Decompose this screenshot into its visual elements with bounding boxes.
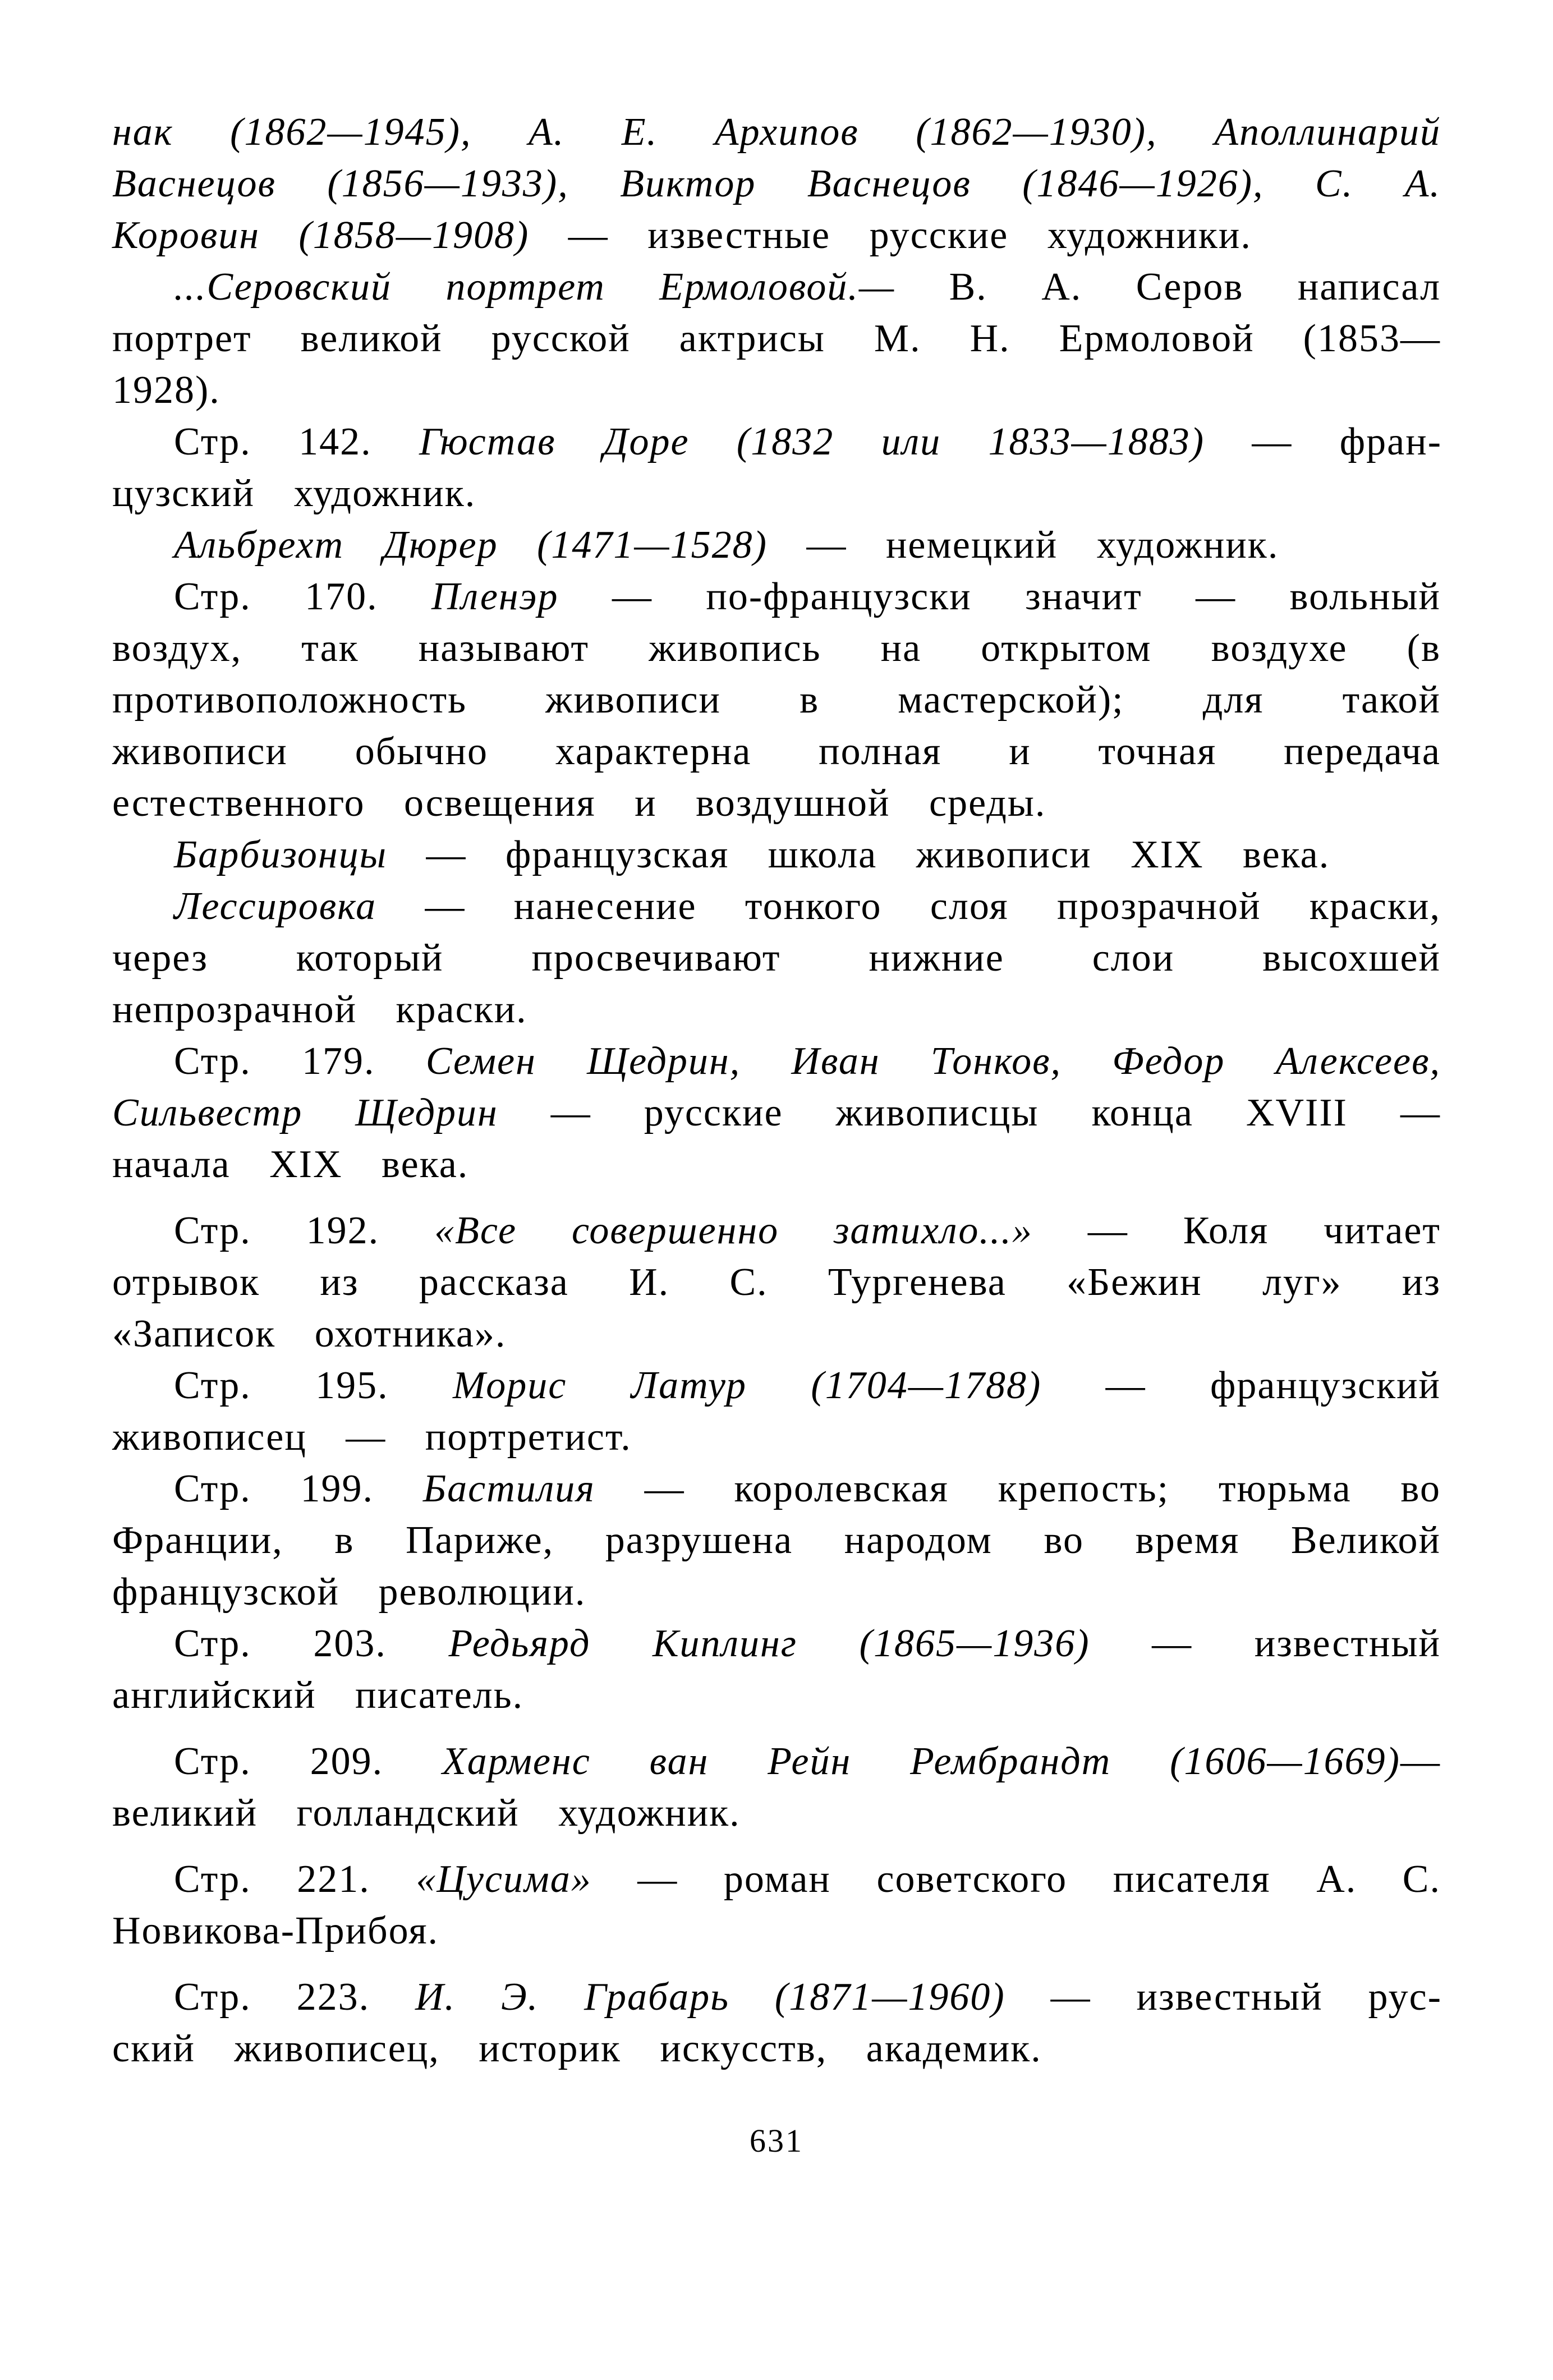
text-segment: — нанесение тонкого слоя прозрачной краски, через который просвечивают нижние слои высохшей непрозрачной краски.	[112, 885, 1441, 1031]
note-p199-bastille	[112, 1463, 1441, 1618]
text-segment: — немецкий художник.	[767, 523, 1279, 567]
note-serov-portrait	[112, 261, 1441, 416]
text-segment: — по-французски значит — вольный воздух, так называют живопись на открытом воздухе (в противоположность живописи в мастерской); для такой живописи обычно характерна полная и точная передача естественного освещения и воздушной среды.	[112, 575, 1441, 825]
text-segment: Стр. 192.	[174, 1209, 435, 1252]
text-segment: — русские живописцы конца XVIII — начала XIX века.	[112, 1091, 1441, 1186]
text-segment: Стр. 199.	[174, 1467, 423, 1510]
text-segment: — французская школа живописи XIX века.	[387, 833, 1330, 876]
text-segment: Стр. 195.	[174, 1364, 453, 1407]
text-segment: — известные русские художники.	[529, 214, 1252, 257]
text-segment-italic: Редьярд Киплинг (1865—1936)	[448, 1622, 1090, 1665]
text-segment: — известный русский живописец, историк искусств, академик.	[112, 1975, 1441, 2070]
note-barbizon	[112, 829, 1441, 881]
text-segment: Стр. 223.	[174, 1975, 415, 2019]
text-segment-italic: Морис Латур (1704—1788)	[452, 1364, 1042, 1407]
text-segment-italic: Лессировка	[174, 885, 377, 928]
note-p192-turgenev	[112, 1205, 1441, 1360]
text-segment-italic: нак (1862—1945), А. Е. Архипов (1862—1930), Аполлинарий Васнецов (1856—1933), Виктор Васнецов (1846—1926), С. А. Коровин (1858—1908)	[112, 111, 1441, 257]
text-segment: Стр. 203.	[174, 1622, 449, 1665]
note-p179-shchedrin	[112, 1036, 1441, 1191]
text-segment: В. А. Серов написал портрет великой русской актрисы М. Н. Ермоловой (1853—1928).	[112, 265, 1441, 412]
note-p209-rembrandt	[112, 1736, 1441, 1839]
text-segment: — Коля читает отрывок из рассказа И. С. Тургенева «Бежин луг» из «Записок охотника».	[112, 1209, 1441, 1356]
text-segment: — королевская крепость; тюрьма во Франции, в Париже, разрушена народом во время Великой французской революции.	[112, 1467, 1441, 1614]
text-segment-italic: Пленэр	[431, 575, 559, 618]
text-segment-italic: ...Серовский портрет Ермоловой.—	[174, 265, 895, 309]
text-segment-italic: «Цусима»	[416, 1858, 592, 1901]
text-segment-italic: Барбизонцы	[174, 833, 388, 876]
note-p203-kipling	[112, 1618, 1441, 1721]
text-segment: — роман советского писателя А. С. Новикова-Прибоя.	[112, 1858, 1441, 1952]
text-segment-italic: Альбрехт Дюрер (1471—1528)	[174, 523, 768, 567]
note-p170-plein-air	[112, 571, 1441, 829]
text-segment-italic: Гюстав Доре (1832 или 1833—1883)	[419, 420, 1205, 463]
note-durer	[112, 520, 1441, 571]
text-segment: Стр. 142.	[174, 420, 419, 463]
note-p223-grabar	[112, 1972, 1441, 2075]
text-segment: — великий голландский художник.	[112, 1740, 1441, 1835]
page-number: 631	[750, 2122, 803, 2159]
note-lessirovka	[112, 881, 1441, 1036]
text-segment: — известный английский писатель.	[112, 1622, 1441, 1717]
text-segment: — французский живописец — портретист.	[112, 1364, 1441, 1459]
text-segment: Стр. 179.	[174, 1040, 426, 1083]
note-p195-latour	[112, 1360, 1441, 1463]
text-segment: Стр. 221.	[174, 1858, 416, 1901]
text-segment: Стр. 209.	[174, 1740, 442, 1783]
text-segment-italic: Семен Щедрин, Иван Тонков, Федор Алексеев, Сильвестр Щедрин	[112, 1040, 1441, 1134]
text-segment-italic: И. Э. Грабарь (1871—1960)	[415, 1975, 1005, 2019]
text-segment-italic: Харменс ван Рейн Рембрандт (1606—1669)	[442, 1740, 1400, 1783]
text-segment: — французский художник.	[112, 420, 1441, 515]
text-segment-italic: Бастилия	[422, 1467, 595, 1510]
text-segment: Стр. 170.	[174, 575, 432, 618]
note-p221-tsusima	[112, 1854, 1441, 1957]
note-p142-dore	[112, 416, 1441, 520]
note-continuation-artists	[112, 107, 1441, 261]
text-segment-italic: «Все совершенно затихло...»	[434, 1209, 1033, 1252]
